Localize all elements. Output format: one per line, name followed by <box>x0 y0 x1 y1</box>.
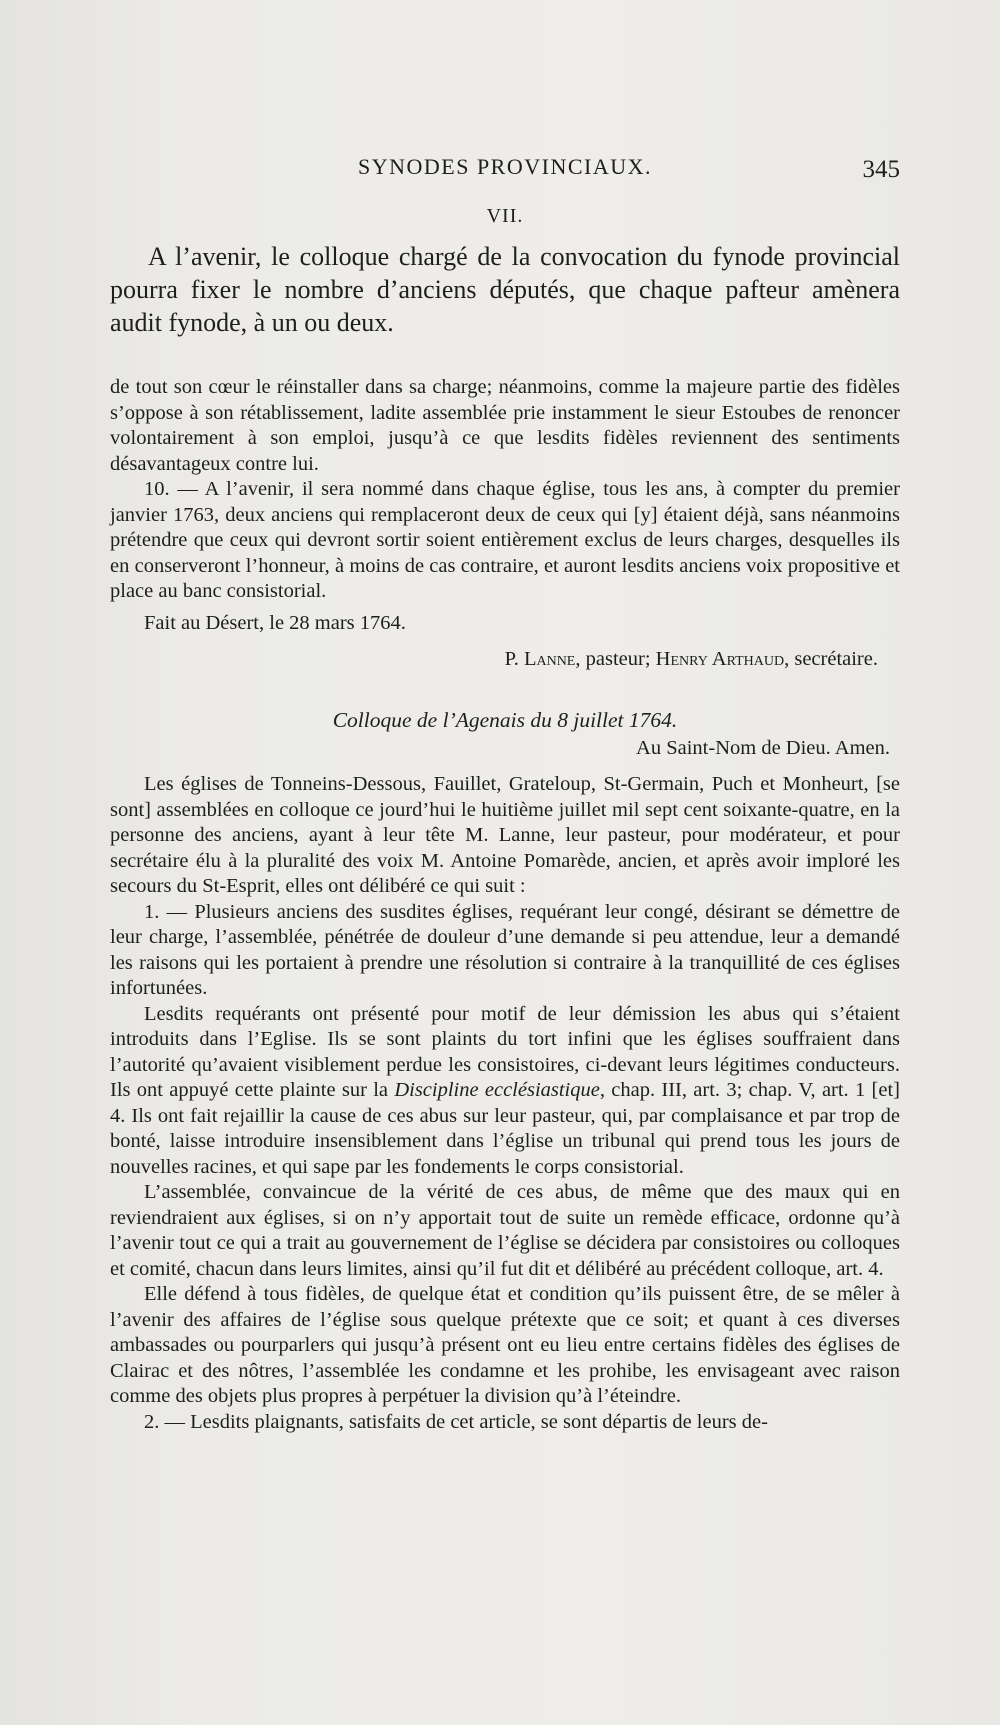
paragraph-10: 10. — A l’avenir, il sera nommé dans chaque église, tous les ans, à compter du premier janvier 1763, deux anciens qui remplaceront deux de ceux qui [y] étaient déjà, sans néanmoins prétendre que ceux qui devront sortir soient entièrement exclus de leurs charges, desquelles ils en conserveront l’honneur, à moins de cas contraire, et auront lesdits anciens voix propositive et place au banc consistorial. <box>110 478 900 602</box>
paragraph-fait: Fait au Désert, le 28 mars 1764. <box>144 611 406 634</box>
paragraph-2: 2. — Lesdits plaignants, satisfaits de cet article, se sont départis de leurs de- <box>144 1410 768 1433</box>
paragraph-elle: Elle défend à tous fidèles, de quelque état et condition qu’ils puissent être, de se mêler à l’avenir des affaires de l’église sous quelque prétexte que ce soit; et quant à ces diverses ambassades ou pourparlers qui jusqu’à présent ont eu lieu entre certains fidèles des églises de Clairac et des nôtres, l’assemblée les condamne et les prohibe, les envisageant avec raison comme des objets plus propres à perpétuer la division qu’à l’éteindre. <box>110 1283 900 1407</box>
discipline-title: Discipline ecclésiastique <box>394 1079 600 1101</box>
running-title: SYNODES PROVINCIAUX. <box>357 154 653 179</box>
section-title: Colloque de l’Agenais du 8 juillet 1764. <box>332 708 678 732</box>
invocation: Au Saint-Nom de Dieu. Amen. <box>636 737 890 759</box>
signature-line <box>110 646 900 672</box>
paragraph-1: 1. — Plusieurs anciens des susdites églises, requérant leur congé, désirant se démettre de leur charge, l’assemblée, pénétrée de douleur d’une demande si peu attendue, leur a demandé les raisons qui les portaient à prendre une résolution si contraire à la tranquillité de ces églises infortunées. <box>110 900 900 999</box>
paragraph-lesdits <box>110 1002 900 1181</box>
paragraph-assemblee: L’assemblée, convaincue de la vérité de ces abus, de même que des maux qui en reviendraient aux églises, si on n’y apportait tout de suite un remède efficace, ordonne qu’à l’avenir tout ce qui a trait au gouvernement de l’église se décidera par consistoires ou colloques et comité, chacun dans leurs limites, ainsi qu’il fut dit et délibéré au précédent colloque, art. 4. <box>110 1181 900 1280</box>
article-text: A l’avenir, le colloque chargé de la convocation du fynode provincial pourra fixer le nombre d’anciens députés, que chaque pafteur amènera audit fynode, à un ou deux. <box>110 242 900 337</box>
article-numeral: VII. <box>486 205 524 227</box>
page-number: 345 <box>862 156 900 183</box>
paragraph-continuation: de tout son cœur le réinstaller dans sa charge; néanmoins, comme la majeure partie des fidèles s’oppose à son rétablissement, ladite assemblée prie instamment le sieur Estoubes de renoncer volontairement à son emploi, jusqu’à ce que lesdits fidèles reviennent des sentiments désavantageux contre lui. <box>110 376 900 475</box>
signature-name-lanne: P. Lanne <box>504 648 576 670</box>
page-header <box>110 154 900 194</box>
paragraph-eglises: Les églises de Tonneins-Dessous, Fauillet, Grateloup, St-Germain, Puch et Monheurt, [se sont] assemblées en colloque ce jourd’hui le huitième juillet mil sept cent soixante-quatre, en la personne des anciens, ayant à leur tête M. Lanne, leur pasteur, pour modérateur, et pour secrétaire élu à la pluralité des voix M. Antoine Pomarède, ancien, et après avoir imploré les secours du St-Esprit, elles ont délibéré ce qui suit : <box>110 773 900 897</box>
signature-role-pasteur: , pasteur; <box>575 648 656 670</box>
signature-name-arthaud: Henry Arthaud <box>655 648 785 670</box>
signature-role-secretaire: , secrétaire. <box>784 648 878 670</box>
page-content <box>110 205 900 1435</box>
paragraph-lesdits-part-a: Lesdits requérants ont présenté pour motif de leur démission les abus qui s’étaient introduits dans l’Eglise. Ils se sont plaints du tort infini que les églises souffraient dans l’autorité qu’avaient visiblement perdue les consistoires, ci-devant leurs légitimes conducteurs. Ils ont appuyé cette plainte sur la <box>110 1002 900 1101</box>
paragraph-lesdits-part-b: , chap. III, art. 3; chap. V, art. 1 [et] 4. Ils ont fait rejaillir la cause de ces abus sur leur pasteur, qui, par complaisance et par trop de bonté, laisse introduire insensiblement dans l’église un tribunal qui prend tous les jours de nouvelles racines, et qui sape par les fondements le corps consistorial. <box>110 1079 900 1178</box>
